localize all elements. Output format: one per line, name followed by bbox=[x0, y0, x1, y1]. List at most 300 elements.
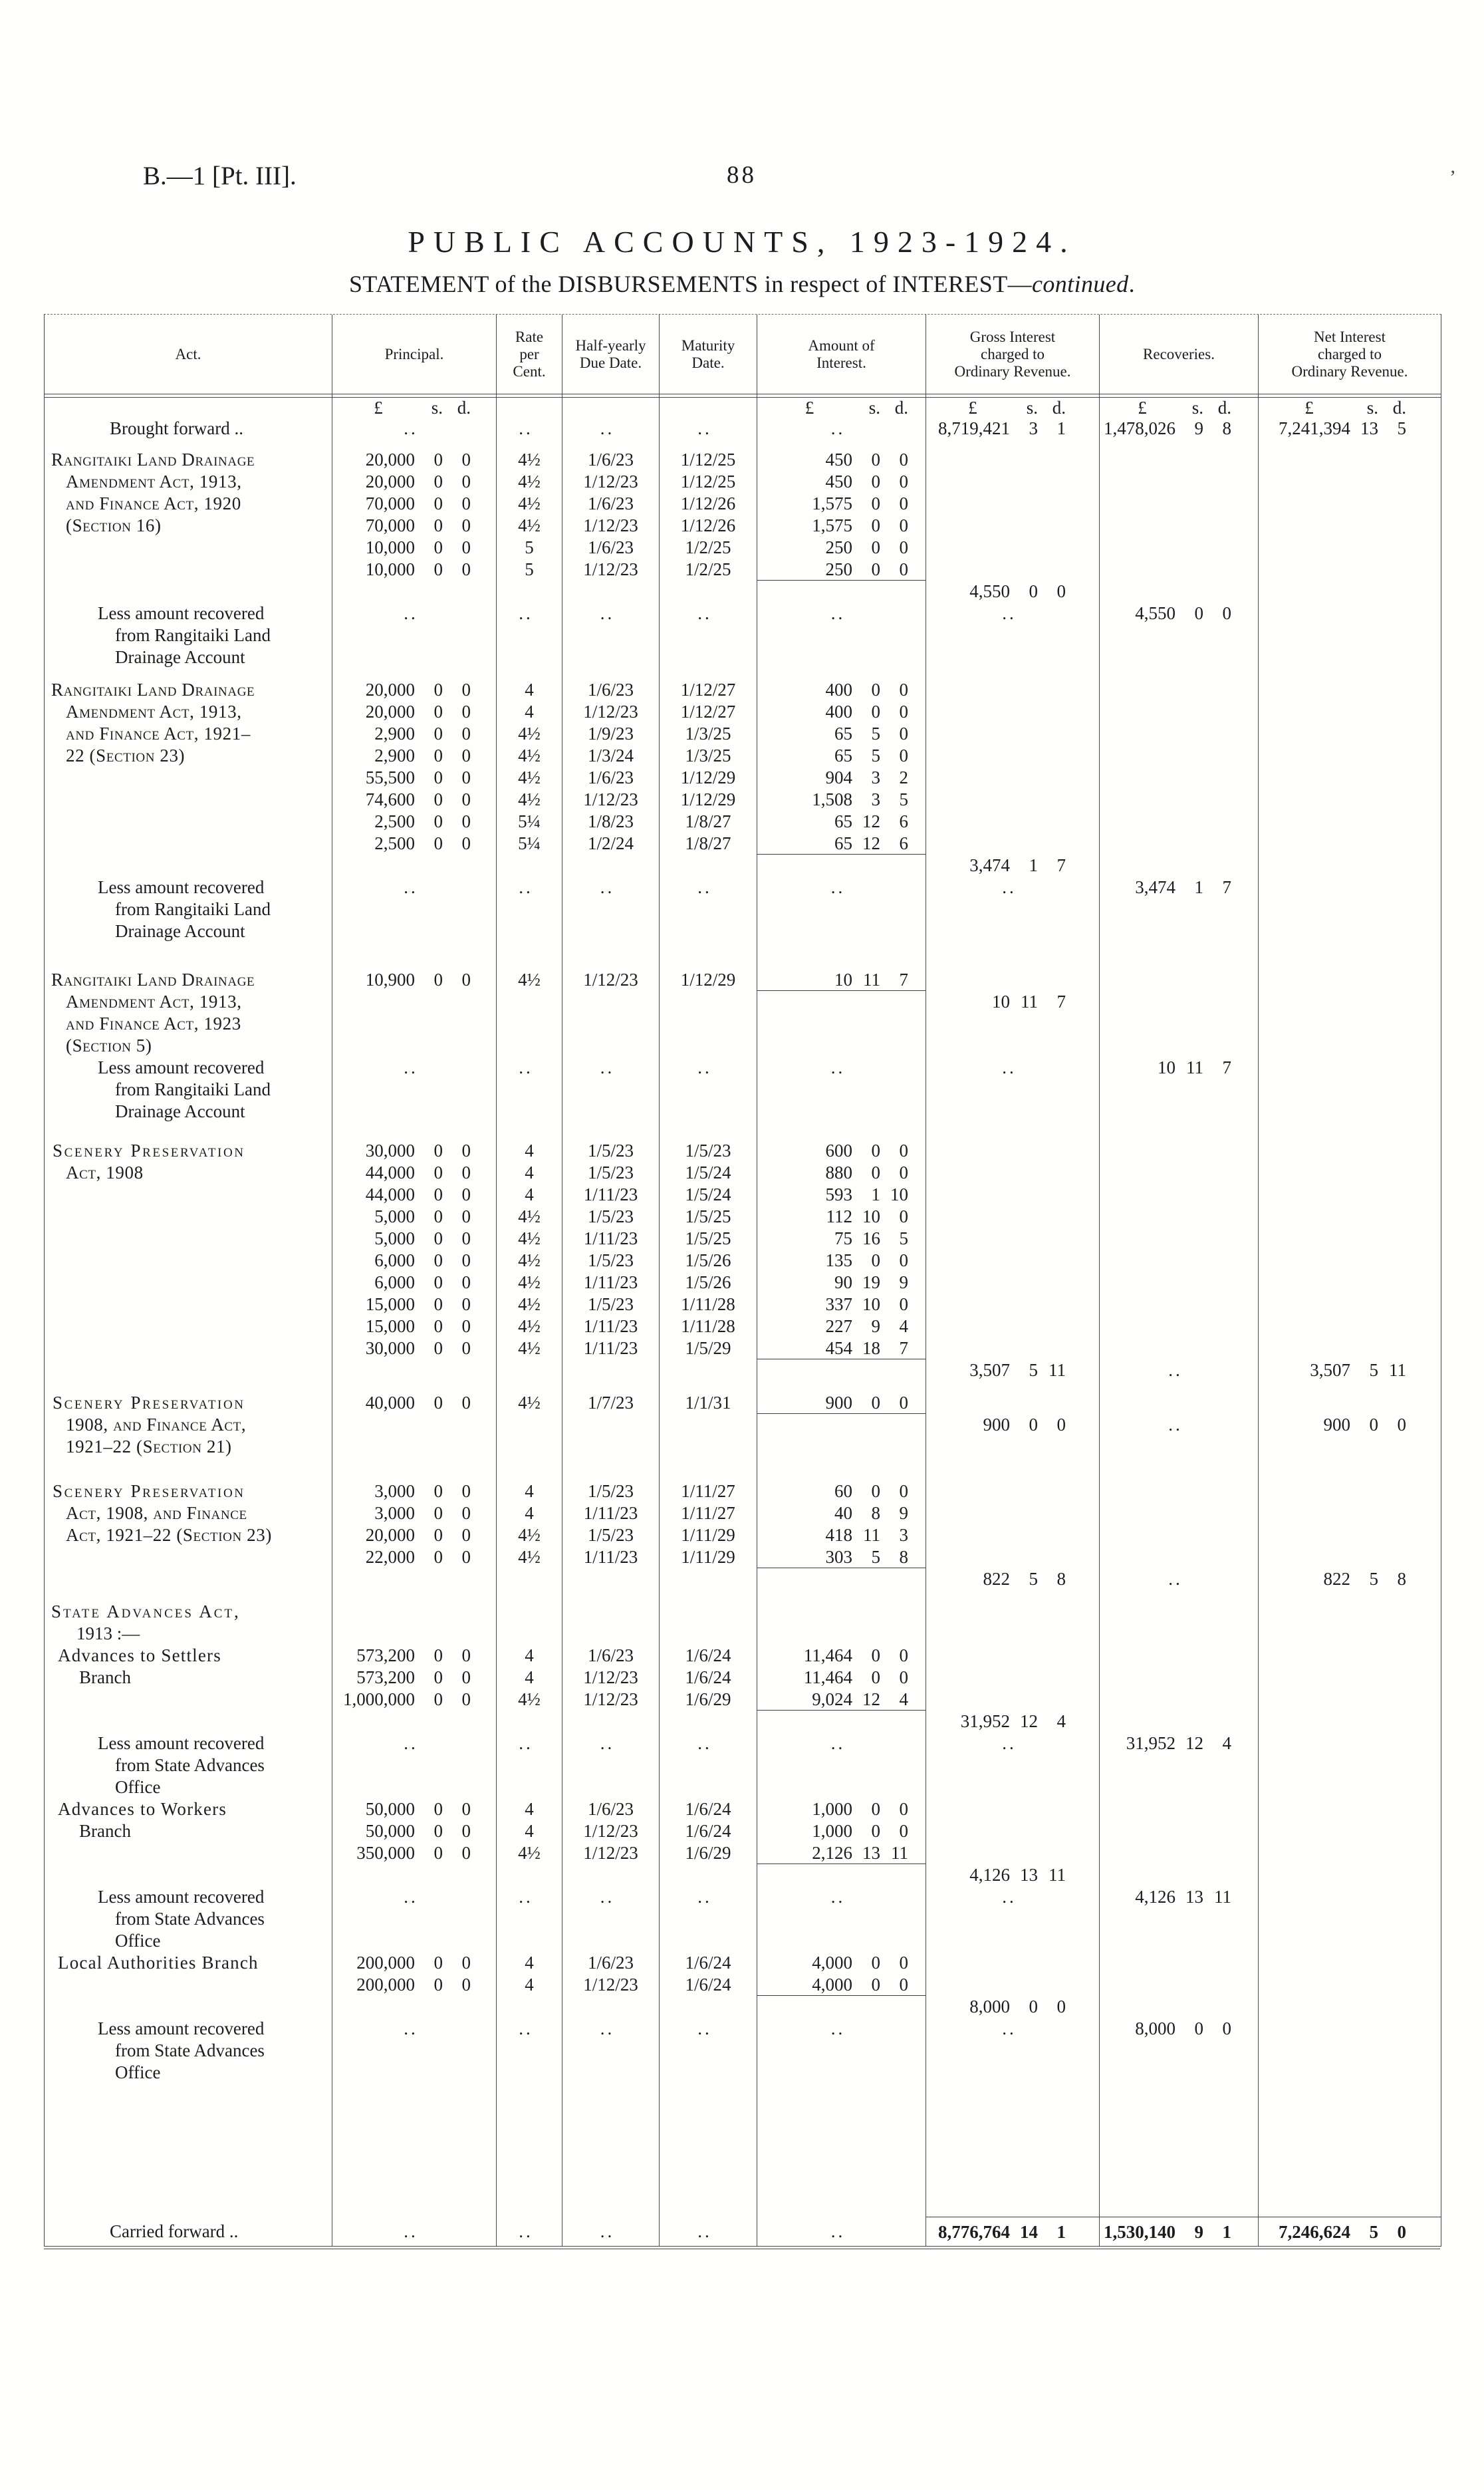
spacer-cell bbox=[496, 1590, 562, 1601]
act-cell: Drainage Account bbox=[115, 921, 245, 941]
interest-cell bbox=[757, 1140, 926, 1162]
interest-cell bbox=[757, 515, 926, 537]
header-line: Maturity bbox=[681, 337, 735, 354]
maturity-date-cell: 1/6/24 bbox=[659, 1952, 757, 1974]
due-date-cell: .. bbox=[562, 1886, 659, 1908]
due-date-cell: 1/11/23 bbox=[562, 1546, 659, 1568]
pounds-value: 250 bbox=[825, 559, 852, 579]
net-interest-cell bbox=[1258, 1820, 1441, 1842]
recoveries-cell bbox=[1099, 493, 1258, 515]
gross-interest-cell bbox=[926, 515, 1099, 537]
header-line: Act. bbox=[175, 345, 201, 362]
subtitle-continued: continued bbox=[1032, 271, 1129, 297]
spacer-cell bbox=[562, 1381, 659, 1392]
recoveries-cell bbox=[1099, 1974, 1258, 1996]
gross-interest-cell bbox=[926, 745, 1099, 767]
due-date-cell bbox=[562, 1711, 659, 1732]
pounds-value: 2,500 bbox=[374, 833, 415, 853]
shillings-value: 0 bbox=[871, 1481, 880, 1501]
interest-cell: .. bbox=[757, 1732, 926, 1754]
principal-cell: .. bbox=[332, 603, 496, 624]
column-header bbox=[659, 315, 757, 394]
recoveries-cell bbox=[1099, 537, 1258, 559]
pence-value: 0 bbox=[899, 724, 908, 744]
table-row bbox=[45, 1974, 1441, 1996]
pounds-value: 65 bbox=[834, 746, 852, 765]
table-row bbox=[45, 1294, 1441, 1315]
net-interest-cell bbox=[1258, 1754, 1441, 1776]
principal-cell bbox=[332, 449, 496, 471]
shillings-value: 12 bbox=[1020, 1711, 1038, 1731]
recoveries-cell bbox=[1099, 1502, 1258, 1524]
pence-value: d. bbox=[1217, 398, 1231, 418]
principal-cell bbox=[332, 398, 496, 418]
shillings-value: 0 bbox=[1029, 1997, 1038, 2016]
act-cell bbox=[45, 1689, 332, 1711]
shillings-value: 10 bbox=[862, 1294, 880, 1314]
pence-value: 5 bbox=[899, 1228, 908, 1248]
pence-value: 4 bbox=[1056, 1711, 1066, 1731]
act-cell: Scenery Preservation bbox=[53, 1393, 245, 1413]
maturity-date-cell: 1/8/27 bbox=[659, 811, 757, 833]
pence-value: 0 bbox=[461, 1393, 471, 1413]
net-interest-cell bbox=[1258, 1952, 1441, 1974]
shillings-value: 0 bbox=[433, 1547, 443, 1567]
spacer-cell bbox=[757, 2084, 926, 2217]
net-interest-cell bbox=[1258, 603, 1441, 624]
act-cell bbox=[45, 398, 332, 418]
interest-cell bbox=[757, 1776, 926, 1798]
pence-value: 0 bbox=[461, 1821, 471, 1841]
pounds-value: 593 bbox=[825, 1184, 852, 1204]
rate-cell: 4 bbox=[496, 1667, 562, 1689]
due-date-cell bbox=[562, 2062, 659, 2084]
principal-cell bbox=[332, 515, 496, 537]
principal-cell: .. bbox=[332, 1057, 496, 1079]
maturity-date-cell bbox=[659, 1568, 757, 1590]
pounds-value: 400 bbox=[825, 680, 852, 700]
net-interest-cell bbox=[1258, 1623, 1441, 1645]
pounds-value: 20,000 bbox=[365, 450, 415, 470]
interest-cell: .. bbox=[757, 1886, 926, 1908]
table-row bbox=[45, 1711, 1441, 1732]
column-header bbox=[1258, 315, 1441, 394]
shillings-value: 0 bbox=[433, 680, 443, 700]
pence-value: 0 bbox=[899, 1799, 908, 1819]
pence-value: 0 bbox=[461, 1163, 471, 1182]
principal-cell bbox=[332, 1035, 496, 1057]
maturity-date-cell: .. bbox=[659, 1732, 757, 1754]
shillings-value: 1 bbox=[1029, 855, 1038, 875]
pence-value: 11 bbox=[1389, 1360, 1406, 1380]
maturity-date-cell bbox=[659, 1035, 757, 1057]
interest-cell bbox=[757, 646, 926, 668]
maturity-date-cell: 1/12/27 bbox=[659, 701, 757, 723]
net-interest-cell bbox=[1258, 1930, 1441, 1952]
pounds-value: 5,000 bbox=[374, 1206, 415, 1226]
pence-value: 0 bbox=[899, 1250, 908, 1270]
pence-value: 0 bbox=[461, 833, 471, 853]
act-cell: Drainage Account bbox=[115, 647, 245, 667]
principal-cell bbox=[332, 1623, 496, 1645]
maturity-date-cell: 1/11/29 bbox=[659, 1524, 757, 1546]
recoveries-cell bbox=[1099, 1667, 1258, 1689]
shillings-value: 0 bbox=[433, 537, 443, 557]
net-interest-cell bbox=[1258, 2062, 1441, 2084]
spacer-cell bbox=[1099, 1458, 1258, 1480]
principal-cell bbox=[332, 1013, 496, 1035]
pounds-value: 337 bbox=[825, 1294, 852, 1314]
interest-cell bbox=[757, 559, 926, 581]
due-date-cell bbox=[562, 1359, 659, 1381]
table-row bbox=[45, 1546, 1441, 1568]
spacer-cell bbox=[659, 1590, 757, 1601]
principal-cell bbox=[332, 899, 496, 920]
table-row bbox=[45, 646, 1441, 668]
spacer-cell bbox=[926, 668, 1099, 679]
act-cell: Less amount recovered bbox=[98, 2018, 265, 2038]
gross-interest-cell bbox=[926, 1711, 1099, 1732]
recoveries-cell bbox=[1099, 2018, 1258, 2040]
due-date-cell bbox=[562, 920, 659, 942]
pence-value: 6 bbox=[899, 833, 908, 853]
recoveries-cell bbox=[1099, 1294, 1258, 1315]
pounds-value: 30,000 bbox=[365, 1141, 415, 1161]
act-cell bbox=[45, 1272, 332, 1294]
principal-cell bbox=[332, 1601, 496, 1623]
pounds-value: 3,507 bbox=[969, 1360, 1010, 1380]
maturity-date-cell bbox=[659, 624, 757, 646]
interest-cell bbox=[757, 1842, 926, 1864]
accounts-table bbox=[44, 314, 1441, 2247]
shillings-value: 0 bbox=[871, 1163, 880, 1182]
table-row bbox=[45, 1645, 1441, 1667]
due-date-cell: 1/12/23 bbox=[562, 515, 659, 537]
spacer-cell bbox=[45, 1458, 332, 1480]
maturity-date-cell: 1/5/24 bbox=[659, 1184, 757, 1206]
spacer-cell bbox=[1099, 942, 1258, 969]
shillings-value: 0 bbox=[871, 1250, 880, 1270]
rate-cell bbox=[496, 581, 562, 603]
pence-value: 0 bbox=[899, 1667, 908, 1687]
net-interest-cell bbox=[1258, 811, 1441, 833]
pence-value: 0 bbox=[899, 472, 908, 491]
spacer-cell bbox=[45, 1123, 332, 1140]
pounds-value: 65 bbox=[834, 833, 852, 853]
spacer-cell bbox=[757, 1123, 926, 1140]
net-interest-cell bbox=[1258, 1035, 1441, 1057]
principal-cell bbox=[332, 1392, 496, 1414]
spacer-row bbox=[45, 1381, 1441, 1392]
maturity-date-cell bbox=[659, 646, 757, 668]
pounds-value: 7,241,394 bbox=[1279, 418, 1350, 438]
table-row bbox=[45, 2062, 1441, 2084]
rate-cell: 4 bbox=[496, 679, 562, 701]
interest-cell bbox=[757, 1930, 926, 1952]
table-row bbox=[45, 1315, 1441, 1337]
net-interest-cell bbox=[1258, 624, 1441, 646]
pounds-value: 900 bbox=[983, 1415, 1010, 1435]
header-line: Amount of bbox=[808, 337, 875, 354]
shillings-value: 0 bbox=[1369, 1415, 1378, 1435]
due-date-cell bbox=[562, 581, 659, 603]
table-row bbox=[45, 1842, 1441, 1864]
table-row bbox=[45, 1184, 1441, 1206]
rate-cell: 4 bbox=[496, 1162, 562, 1184]
table-row bbox=[45, 745, 1441, 767]
pounds-value: 55,500 bbox=[365, 767, 415, 787]
net-interest-cell bbox=[1258, 1667, 1441, 1689]
rate-cell bbox=[496, 1711, 562, 1732]
pence-value: 2 bbox=[899, 767, 908, 787]
net-interest-cell bbox=[1258, 1601, 1441, 1623]
recoveries-cell bbox=[1099, 1140, 1258, 1162]
due-date-cell: 1/12/23 bbox=[562, 471, 659, 493]
gross-interest-cell bbox=[926, 1079, 1099, 1101]
interest-cell: .. bbox=[757, 2217, 926, 2246]
rate-cell: 4½ bbox=[496, 1689, 562, 1711]
due-date-cell: .. bbox=[562, 2217, 659, 2246]
maturity-date-cell bbox=[659, 1754, 757, 1776]
pounds-value: 74,600 bbox=[365, 789, 415, 809]
maturity-date-cell: 1/6/24 bbox=[659, 1645, 757, 1667]
spacer-cell bbox=[757, 942, 926, 969]
due-date-cell bbox=[562, 855, 659, 877]
interest-cell bbox=[757, 679, 926, 701]
net-interest-cell bbox=[1258, 1079, 1441, 1101]
principal-cell bbox=[332, 1754, 496, 1776]
gross-interest-cell bbox=[926, 1206, 1099, 1228]
pounds-value: £ bbox=[804, 398, 814, 418]
shillings-value: 0 bbox=[871, 515, 880, 535]
pounds-value: 3,000 bbox=[374, 1481, 415, 1501]
pence-value: d. bbox=[1052, 398, 1066, 418]
recoveries-cell bbox=[1099, 1908, 1258, 1930]
recoveries-cell: .. bbox=[1099, 1414, 1258, 1436]
pounds-value: 3,474 bbox=[969, 855, 1010, 875]
net-interest-cell bbox=[1258, 1798, 1441, 1820]
table-row bbox=[45, 493, 1441, 515]
maturity-date-cell: 1/12/26 bbox=[659, 515, 757, 537]
due-date-cell bbox=[562, 1079, 659, 1101]
net-interest-cell bbox=[1258, 1436, 1441, 1458]
spacer-cell bbox=[1258, 1381, 1441, 1392]
table-row bbox=[45, 1524, 1441, 1546]
net-interest-cell bbox=[1258, 1057, 1441, 1079]
maturity-date-cell bbox=[659, 991, 757, 1013]
spacer-cell bbox=[1099, 1590, 1258, 1601]
gross-interest-cell bbox=[926, 1689, 1099, 1711]
pounds-value: 1,000,000 bbox=[343, 1689, 415, 1709]
gross-interest-cell bbox=[926, 833, 1099, 855]
due-date-cell: 1/2/24 bbox=[562, 833, 659, 855]
spacer-cell bbox=[659, 2084, 757, 2217]
pounds-value: 7,246,624 bbox=[1279, 2222, 1350, 2242]
spacer-cell bbox=[1258, 942, 1441, 969]
shillings-value: 0 bbox=[433, 767, 443, 787]
maturity-date-cell: 1/11/28 bbox=[659, 1294, 757, 1315]
net-interest-cell bbox=[1258, 1392, 1441, 1414]
spacer-cell bbox=[496, 668, 562, 679]
rate-cell: 4½ bbox=[496, 745, 562, 767]
net-interest-cell bbox=[1258, 1480, 1441, 1502]
maturity-date-cell: 1/8/27 bbox=[659, 833, 757, 855]
spacer-cell bbox=[45, 942, 332, 969]
shillings-value: 0 bbox=[433, 1272, 443, 1292]
interest-cell bbox=[757, 1359, 926, 1381]
net-interest-cell bbox=[1258, 991, 1441, 1013]
spacer-cell bbox=[926, 1123, 1099, 1140]
maturity-date-cell: 1/5/25 bbox=[659, 1206, 757, 1228]
interest-cell bbox=[757, 767, 926, 789]
table-row bbox=[45, 1250, 1441, 1272]
pence-value: 5 bbox=[899, 789, 908, 809]
gross-interest-cell: .. bbox=[926, 603, 1099, 624]
spacer-cell bbox=[757, 440, 926, 449]
interest-cell bbox=[757, 471, 926, 493]
gross-interest-cell bbox=[926, 449, 1099, 471]
table-row bbox=[45, 723, 1441, 745]
due-date-cell: 1/6/23 bbox=[562, 767, 659, 789]
gross-interest-cell bbox=[926, 1502, 1099, 1524]
gross-interest-cell bbox=[926, 1013, 1099, 1035]
principal-cell bbox=[332, 1546, 496, 1568]
gross-interest-cell bbox=[926, 418, 1099, 440]
principal-cell bbox=[332, 2040, 496, 2062]
rate-cell: 4 bbox=[496, 701, 562, 723]
act-cell bbox=[45, 1206, 332, 1228]
pence-value: 0 bbox=[899, 1206, 908, 1226]
interest-cell bbox=[757, 1645, 926, 1667]
recoveries-cell bbox=[1099, 2217, 1258, 2246]
principal-cell bbox=[332, 537, 496, 559]
interest-cell bbox=[757, 745, 926, 767]
pounds-value: 112 bbox=[826, 1206, 852, 1226]
recoveries-cell bbox=[1099, 1886, 1258, 1908]
principal-cell bbox=[332, 1315, 496, 1337]
maturity-date-cell: 1/3/25 bbox=[659, 745, 757, 767]
table-header-row bbox=[45, 315, 1441, 394]
act-cell: Drainage Account bbox=[115, 1101, 245, 1121]
gross-interest-cell bbox=[926, 991, 1099, 1013]
pence-value: 0 bbox=[461, 1141, 471, 1161]
shillings-value: 0 bbox=[871, 1953, 880, 1973]
spacer-row bbox=[45, 440, 1441, 449]
principal-cell bbox=[332, 1294, 496, 1315]
due-date-cell: 1/6/23 bbox=[562, 679, 659, 701]
interest-cell bbox=[757, 920, 926, 942]
pence-value: 0 bbox=[461, 1294, 471, 1314]
pence-value: 0 bbox=[899, 515, 908, 535]
pence-value: 0 bbox=[461, 1272, 471, 1292]
recoveries-cell bbox=[1099, 1754, 1258, 1776]
pounds-value: 65 bbox=[834, 724, 852, 744]
gross-interest-cell bbox=[926, 969, 1099, 991]
rate-cell: 4½ bbox=[496, 1272, 562, 1294]
spacer-cell bbox=[926, 942, 1099, 969]
recoveries-cell bbox=[1099, 811, 1258, 833]
pounds-value: 3,000 bbox=[374, 1503, 415, 1523]
recoveries-cell bbox=[1099, 1711, 1258, 1732]
principal-cell: .. bbox=[332, 1732, 496, 1754]
interest-cell bbox=[757, 855, 926, 877]
gross-interest-cell: .. bbox=[926, 1732, 1099, 1754]
interest-cell bbox=[757, 1315, 926, 1337]
pounds-value: 5,000 bbox=[374, 1228, 415, 1248]
pounds-value: 11,464 bbox=[803, 1667, 852, 1687]
recoveries-cell bbox=[1099, 789, 1258, 811]
principal-cell bbox=[332, 723, 496, 745]
act-cell: 1913 :— bbox=[76, 1623, 140, 1643]
recoveries-cell bbox=[1099, 1315, 1258, 1337]
spacer-cell bbox=[496, 1458, 562, 1480]
recoveries-cell bbox=[1099, 1820, 1258, 1842]
pence-value: 0 bbox=[899, 537, 908, 557]
spacer-cell bbox=[496, 440, 562, 449]
shillings-value: 12 bbox=[862, 1689, 880, 1709]
act-cell: Advances to Workers bbox=[58, 1799, 227, 1819]
shillings-value: 16 bbox=[862, 1228, 880, 1248]
due-date-cell bbox=[562, 899, 659, 920]
principal-cell bbox=[332, 745, 496, 767]
due-date-cell: .. bbox=[562, 1057, 659, 1079]
recoveries-cell bbox=[1099, 1930, 1258, 1952]
table-row bbox=[45, 515, 1441, 537]
gross-interest-cell: .. bbox=[926, 1057, 1099, 1079]
spacer-cell bbox=[332, 1590, 496, 1601]
pence-value: 9 bbox=[899, 1272, 908, 1292]
shillings-value: 9 bbox=[871, 1316, 880, 1336]
shillings-value: 0 bbox=[433, 1294, 443, 1314]
principal-cell bbox=[332, 1524, 496, 1546]
act-cell bbox=[45, 1184, 332, 1206]
maturity-date-cell bbox=[659, 1776, 757, 1798]
pence-value: 0 bbox=[461, 724, 471, 744]
pence-value: 1 bbox=[1056, 2222, 1066, 2242]
act-cell: Branch bbox=[79, 1821, 131, 1841]
pence-value: 0 bbox=[461, 1525, 471, 1545]
spacer-cell bbox=[332, 1381, 496, 1392]
recoveries-cell bbox=[1099, 398, 1258, 418]
due-date-cell: 1/7/23 bbox=[562, 1392, 659, 1414]
shillings-value: 12 bbox=[862, 833, 880, 853]
recoveries-cell bbox=[1099, 2062, 1258, 2084]
rate-cell: 4½ bbox=[496, 1842, 562, 1864]
shillings-value: 0 bbox=[433, 789, 443, 809]
rate-cell bbox=[496, 1864, 562, 1886]
shillings-value: 0 bbox=[1194, 2018, 1203, 2038]
act-cell bbox=[45, 1228, 332, 1250]
due-date-cell: 1/5/23 bbox=[562, 1140, 659, 1162]
spacer-cell bbox=[332, 2084, 496, 2217]
shillings-value: 12 bbox=[862, 811, 880, 831]
pence-value: 6 bbox=[899, 811, 908, 831]
spacer-cell bbox=[45, 440, 332, 449]
table-row bbox=[45, 624, 1441, 646]
gross-interest-cell bbox=[926, 624, 1099, 646]
maturity-date-cell: 1/2/25 bbox=[659, 559, 757, 581]
due-date-cell: 1/3/24 bbox=[562, 745, 659, 767]
due-date-cell: .. bbox=[562, 1732, 659, 1754]
header-line: charged to bbox=[1317, 345, 1382, 362]
pounds-value: 44,000 bbox=[365, 1163, 415, 1182]
spacer-cell bbox=[1258, 668, 1441, 679]
pounds-value: 250 bbox=[825, 537, 852, 557]
shillings-value: 0 bbox=[433, 472, 443, 491]
act-cell bbox=[45, 1711, 332, 1732]
shillings-value: 0 bbox=[433, 493, 443, 513]
shillings-value: 0 bbox=[433, 1250, 443, 1270]
